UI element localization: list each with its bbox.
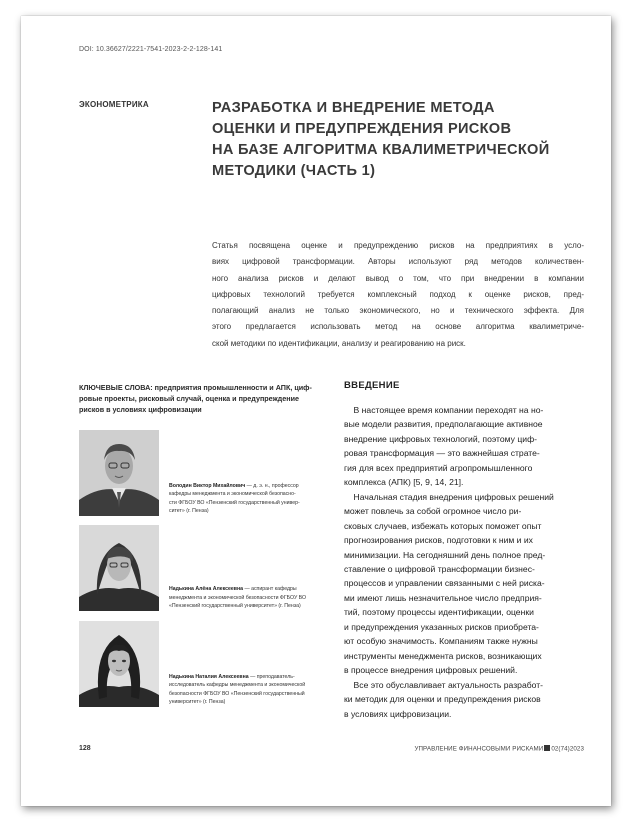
author-name: Надькина Алёна Алексеевна [169, 586, 243, 593]
abstract-line: цифровых технологий требуется комплексный подход к оценке рисков, пред- [212, 289, 584, 299]
author-photo [79, 430, 159, 516]
keywords-line: ровые проекты, рисковый случай, оценка и предупреждение [79, 394, 299, 403]
keywords [79, 382, 329, 415]
abstract [212, 238, 584, 352]
introduction-heading: ВВЕДЕНИЕ [344, 380, 400, 391]
author-bio [169, 673, 344, 707]
title-line: ОЦЕНКИ И ПРЕДУПРЕЖДЕНИЯ РИСКОВ [212, 121, 512, 137]
author-bio-line: «Пензенский государственный университет» (г. Пенза) [169, 603, 301, 610]
body-line: Начальная стадия внедрения цифровых решений [344, 491, 554, 502]
author-card [79, 621, 339, 707]
author-name: Надькина Наталия Алексеевна [169, 673, 249, 680]
issue-number: 02(74)2023 [551, 745, 584, 753]
body-line: процессов и управлении связанными с ней риска- [344, 578, 545, 589]
section-label: ЭКОНОМЕТРИКА [79, 100, 149, 109]
author-bio-line: университет» (г. Пенза) [169, 699, 226, 706]
title-line: НА БАЗЕ АЛГОРИТМА КВАЛИМЕТРИЧЕСКОЙ [212, 142, 550, 158]
author-photo [79, 525, 159, 611]
article-title [212, 98, 592, 182]
author-bio-line: кафедры менеджмента и экономической безопасно- [169, 491, 296, 498]
body-line: комплекса (АПК) [5, 9, 14, 21]. [344, 477, 464, 488]
author-bio-line: — аспирант кафедры [243, 586, 297, 593]
body-line: внедрение цифровых технологий, поэтому циф- [344, 433, 538, 444]
author-card [79, 525, 339, 611]
author-name: Володин Виктор Михайлович [169, 482, 246, 489]
abstract-line: ного анализа рисков и делают вывод о том, что при внедрении в компании [212, 273, 584, 283]
body-line: Все это обуславливает актуальность разработ- [344, 679, 544, 690]
body-line: может повлечь за собой огромное число ри- [344, 506, 522, 517]
body-line: и предупреждения указанных рисков приобрета- [344, 621, 539, 632]
author-bio-line: сти ФГБОУ ВО «Пензенский государственный универ- [169, 499, 300, 506]
title-line: РАЗРАБОТКА И ВНЕДРЕНИЕ МЕТОДА [212, 100, 495, 116]
body-line: вые модели развития, предполагающие активное [344, 419, 543, 430]
abstract-line: этого предлагается использовать метод на основе алгоритма квалиметриче- [212, 322, 584, 332]
abstract-line: ской методики по идентификации, анализу и реагированию на риск. [212, 338, 466, 348]
body-line: ставление о цифровой трансформации бизнес- [344, 563, 535, 574]
body-line: ровая трансформация — это важнейшая страте- [344, 448, 540, 459]
journal-page [21, 16, 611, 806]
body-line: в процессе внедрения цифровых решений. [344, 665, 518, 676]
body-line: В настоящее время компании переходят на но- [344, 405, 544, 415]
page-number: 128 [79, 745, 91, 752]
body-line: минимизации. На сегодняшний день полное пред- [344, 549, 546, 560]
body-line: ют особую значимость. Компаниям также нужны [344, 636, 538, 647]
body-line: гия для всех предприятий агропромышленного [344, 462, 533, 473]
abstract-line: полагающий анализ не только экономического, но и технического эффекта. Для [212, 306, 584, 316]
keywords-line: рисков в условиях цифровизации [79, 405, 202, 414]
square-bullet-icon [544, 745, 550, 751]
author-bio-line: — д. э. н., профессор [245, 482, 299, 489]
author-bio-line: исследователь кафедры менеджмента и экономической [169, 682, 306, 689]
title-line: МЕТОДИКИ (ЧАСТЬ 1) [212, 163, 376, 179]
author-bio-line: ситет» (г. Пенза) [169, 508, 209, 515]
body-line: тий, поэтому процессы идентификации, оценки [344, 607, 534, 618]
abstract-line: виях цифровой трансформации. Авторы используют ряд методов количествен- [212, 257, 584, 267]
body-line: прогнозирования рисков, подготовки к ним и их [344, 535, 533, 546]
introduction-text [344, 403, 586, 721]
journal-footer [414, 745, 584, 753]
author-bio [169, 585, 344, 611]
author-bio-line: — преподаватель- [248, 673, 295, 680]
abstract-line: Статья посвящена оценке и предупреждению рисков на предприятиях в усло- [212, 241, 584, 250]
body-line: ки методик для оценки и предупреждения рисков [344, 694, 541, 705]
author-card [79, 430, 339, 516]
journal-name: УПРАВЛЕНИЕ ФИНАНСОВЫМИ РИСКАМИ [414, 745, 544, 753]
keywords-line: КЛЮЧЕВЫЕ СЛОВА: предприятия промышленности и АПК, циф- [79, 383, 312, 392]
author-bio-line: безопасности ФГБОУ ВО «Пензенский государственный [169, 690, 305, 697]
doi: DOI: 10.36627/2221-7541-2023-2-2-128-141 [79, 46, 223, 53]
body-line: инструменты менеджмента рисков, возникающих [344, 650, 542, 661]
body-line: в условиях цифровизации. [344, 708, 452, 719]
author-photo [79, 621, 159, 707]
body-line: сковых случаев, избежать которых поможет опыт [344, 520, 542, 531]
author-bio-line: менеджмента и экономической безопасности ФГБОУ ВО [169, 594, 307, 601]
body-line: ми имеют лишь незначительное число предприя- [344, 592, 542, 603]
author-bio [169, 482, 344, 516]
